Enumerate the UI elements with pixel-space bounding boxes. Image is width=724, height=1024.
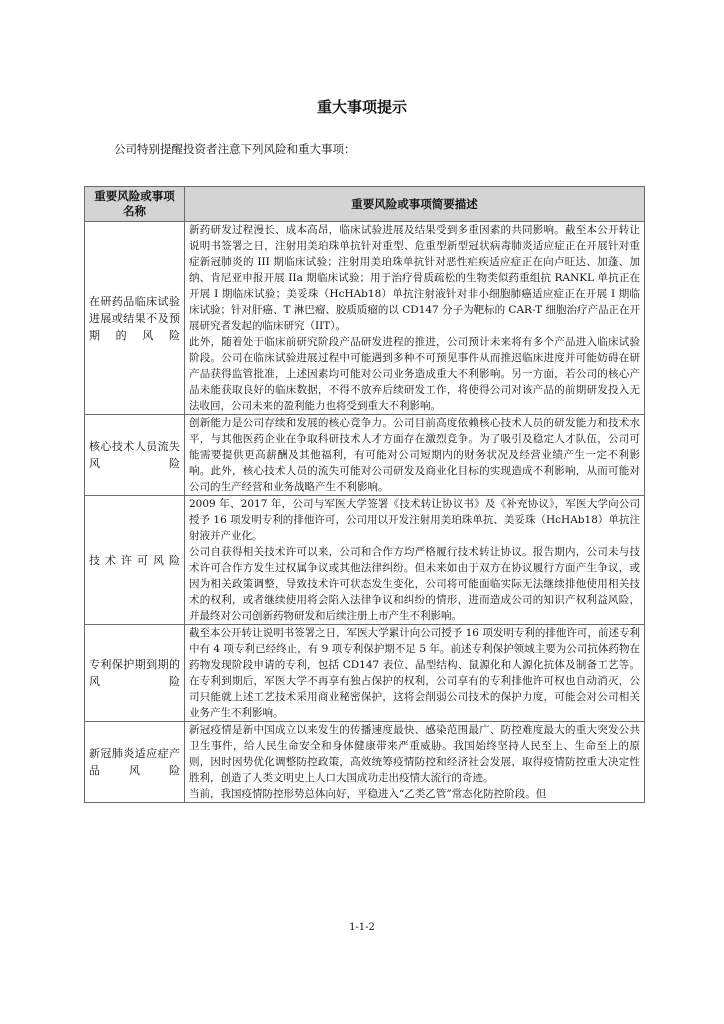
description-paragraph: 新冠疫情是新中国成立以来发生的传播速度最快、感染范围最广、防控难度最大的重大突发公共卫生事件，给人民生命安全和身体健康带来严重威胁。我国始终坚持人民至上、生命至上的原则，因时因势优化调整防控政策，高效统筹疫情防控和经济社会发展，取得疫情防控重大决定性胜利，创造了人类文明史上人口大国成功走出疫情大流行的奇迹。 (189, 724, 640, 784)
description-paragraph: 公司自获得相关技术许可以来，公司和合作方均严格履行技术转让协议。报告期内，公司未与技术许可合作方发生过权属争议或其他法律纠纷。但未来如由于双方在协议履行方面产生争议，或因为相关政策调整，导致技术许可状态发生变化，公司将可能面临实际无法继续排他使用相关技术的权利，或者继续使用将会陷入法律争议和纠纷的情形，进而造成公司的知识产权利益风险，并最终对公司创新药物研发和后续注册上市产生不利影响。 (189, 546, 640, 622)
page-title: 重大事项提示 (316, 98, 407, 116)
table-row (85, 625, 645, 722)
risk-name: 专利保护期到期的风险 (85, 625, 185, 722)
description-paragraph: 创新能力是公司存续和发展的核心竞争力。公司目前高度依赖核心技术人员的研发能力和技术水平，与其他医药企业在争取科研技术人才方面存在激烈竞争。为了吸引及稳定人才队伍，公司可能需要提供更高薪酬及其他福利，有可能对公司短期内的财务状况及经营业绩产生一定不利影响。此外，核心技术人员的流失可能对公司研发及商业化目标的实现造成不利影响，从而可能对公司的生产经营和业务战略产生不利影响。 (189, 417, 640, 493)
description-paragraph: 新药研发过程漫长、成本高昂，临床试验进展及结果受到多重因素的共同影响。截至本公开转让说明书签署之日，注射用美珀珠单抗针对重型、危重型新型冠状病毒肺炎适应症正在开展针对重症新冠肺炎的 III 期临床试验；注射用美珀珠单抗针对恶性疟疾适应症正在向卢旺达、加蓬、加纳、肯尼亚申报开展 IIa 期临床试验；用于治疗骨质疏松的生物类似药重组抗 RANKL 单抗正在开展 I 期临床试验；美妥珠（HcHAb18）单抗注射液针对非小细胞肺癌适应症正在开展 I 期临床试验；针对肝癌、T 淋巴瘤、胶质质瘤的以 CD147 分子为靶标的 CAR-T 细胞治疗产品正在开展研究者发起的临床研究（IIT）。 (189, 224, 640, 332)
description-paragraph: 截至本公开转让说明书签署之日，军医大学累计向公司授予 16 项发明专利的排他许可，前述专利中有 4 项专利已经终止，有 9 项专利保护期不足 5 年。前述专利保护领域主要为公司抗体药物在药物发现阶段申请的专利，包括 CD147 表位、晶型结构、鼠源化和人源化抗体及制备工艺等。在专利到期后，军医大学不再享有独占保护的权利，公司享有的专利排他许可权也自动消灭，公司只能就上述工艺技术采用商业秘密保护，这将会削弱公司技术的保护力度，可能会对公司相关业务产生不利影响。 (189, 627, 640, 719)
table-row (85, 496, 645, 625)
table-row (85, 222, 645, 415)
risk-name: 新冠肺炎适应症产品风险 (85, 722, 185, 803)
risk-name: 技术许可风险 (85, 496, 185, 625)
risk-description (185, 722, 645, 803)
table-row (85, 722, 645, 803)
table-row (85, 415, 645, 496)
risk-name: 在研药品临床试验进展或结果不及预期的风险 (85, 222, 185, 415)
risk-description (185, 625, 645, 722)
header-risk-description: 重要风险或事项简要描述 (185, 187, 645, 222)
description-paragraph: 当前，我国疫情防控形势总体向好，平稳进入“乙类乙管”常态化防控阶段。但 (189, 788, 547, 800)
risk-description (185, 222, 645, 415)
risk-description (185, 415, 645, 496)
description-paragraph: 2009 年、2017 年，公司与军医大学签署《技术转让协议书》及《补充协议》，军医大学向公司授予 16 项发明专利的排他许可，公司用以开发注射用美珀珠单抗、美妥珠（HcHAb18）单抗注射液并产业化。 (189, 498, 640, 542)
risk-name: 核心技术人员流失风险 (85, 415, 185, 496)
description-paragraph: 此外，随着处于临床前研究阶段产品研发进程的推进，公司预计未来将有多个产品进入临床试验阶段。公司在临床试验进展过程中可能遇到多种不可预见事件从而推迟临床进度并可能妨碍在研产品获得监管批准，上述因素均可能对公司业务造成重大不利影响。另一方面，若公司的核心产品未能获取良好的临床数据，不得不放弃后续研发工作，将使得公司对该产品的前期研发投入无法收回，公司未来的盈利能力也将受到重大不利影响。 (189, 336, 640, 412)
risk-table (84, 186, 645, 803)
intro-text: 公司特别提醒投资者注意下列风险和重大事项： (114, 142, 356, 156)
header-risk-name: 重要风险或事项名称 (85, 187, 185, 222)
table-header-row (85, 187, 645, 222)
page-number: 1-1-2 (349, 922, 375, 933)
risk-description (185, 496, 645, 625)
